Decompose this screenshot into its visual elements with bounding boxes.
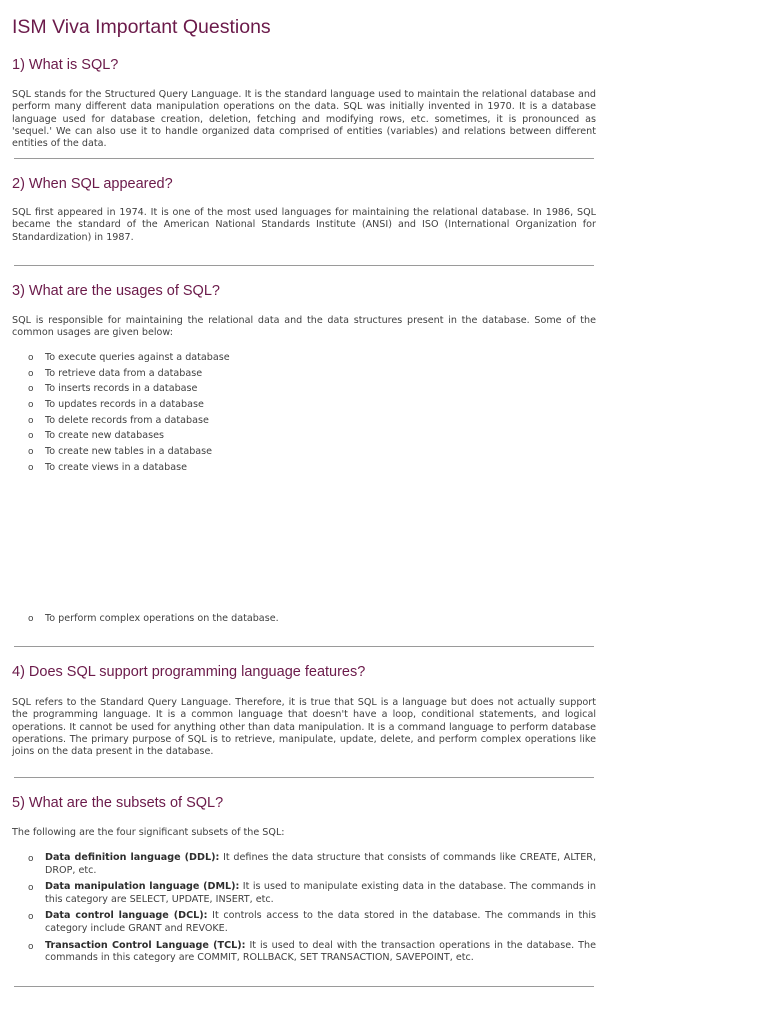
section-divider (14, 986, 594, 987)
list-item (0, 366, 600, 382)
usage-list-continued (0, 611, 600, 627)
list-item (0, 460, 600, 476)
list-item-text: To create new tables in a database (45, 446, 213, 458)
list-item-text: To retrieve data from a database (45, 367, 203, 379)
term-description: It controls access to the data stored in the database. The commands in this category include GRANT and REVOKE. (45, 910, 596, 935)
list-item-text: To execute queries against a database (45, 352, 230, 363)
bullet-icon: o (28, 462, 34, 473)
list-item (0, 852, 596, 878)
list-item-text: To perform complex operations on the database. (45, 613, 279, 624)
question-heading-4: 4) Does SQL support programming language features? (12, 664, 366, 680)
term-label: Data definition language (DDL): (45, 852, 220, 863)
bullet-icon: o (28, 431, 34, 442)
list-item (0, 611, 600, 627)
list-item-text: To inserts records in a database (45, 383, 198, 395)
answer-paragraph-1: SQL stands for the Structured Query Language. It is the standard language used to maintain the relational database and perform many different data manipulation operations on the data. SQL was initially invented in 1970. It is a database language used for database creation, deletion, fetching and modifying rows, etc. sometimes, it is pronounced as 'sequel.' We can also use it to handle organized data comprised of entities (variables) and relations between different entities of the data. (12, 89, 596, 150)
question-heading-5: 5) What are the subsets of SQL? (12, 795, 224, 811)
bullet-icon: o (28, 883, 34, 894)
answer-paragraph-4: SQL refers to the Standard Query Language. Therefore, it is true that SQL is a language but does not actually support the programming language. It is a common language that doesn't have a loop, conditional statements, and logical operations. It cannot be used for anything other than data manipulation. It is a command language to perform database operations. The primary purpose of SQL is to retrieve, manipulate, update, delete, and perform complex operations like joins on the data present in the database. (12, 697, 596, 758)
list-item (0, 910, 596, 936)
answer-paragraph-5: The following are the four significant subsets of the SQL: (12, 827, 285, 838)
term-description: It is used to manipulate existing data in the database. The commands in this category are SELECT, UPDATE, INSERT, etc. (45, 881, 596, 905)
question-heading-2: 2) When SQL appeared? (12, 176, 173, 192)
subsets-list (0, 852, 600, 969)
bullet-icon: o (28, 384, 34, 395)
question-heading-1: 1) What is SQL? (12, 57, 119, 73)
term-description: It defines the data structure that consists of commands like CREATE, ALTER, DROP, etc. (45, 852, 596, 876)
section-divider (14, 646, 594, 647)
answer-paragraph-2: SQL first appeared in 1974. It is one of the most used languages for maintaining the relational database. In 1986, SQL became the standard of the American National Standards Institute (ANSI) and ISO (International Organization for Standardization) in 1987. (12, 207, 596, 243)
list-item-text: To create new databases (45, 430, 165, 442)
bullet-icon: o (28, 400, 34, 411)
list-item-text: To create views in a database (45, 461, 187, 473)
section-divider (14, 777, 594, 778)
bullet-icon: o (28, 854, 34, 864)
list-item (0, 881, 596, 907)
bullet-icon: o (28, 941, 34, 952)
list-item-text: To delete records from a database (45, 414, 209, 426)
bullet-icon: o (28, 415, 34, 426)
list-item (0, 397, 600, 413)
bullet-icon: o (28, 368, 34, 379)
bullet-icon: o (28, 447, 34, 458)
list-item (0, 413, 600, 429)
list-item (0, 350, 600, 366)
list-item (0, 940, 596, 966)
answer-paragraph-3: SQL is responsible for maintaining the relational data and the data structures present in the database. Some of the common usages are given below: (12, 315, 596, 339)
bullet-icon: o (28, 614, 34, 624)
list-item (0, 381, 600, 397)
bullet-icon: o (28, 353, 34, 363)
term-label: Data control language (DCL): (45, 910, 208, 922)
list-item (0, 428, 600, 444)
term-description: It is used to deal with the transaction operations in the database. The commands in this category are COMMIT, ROLLBACK, SET TRANSACTION, SAVEPOINT, etc. (45, 939, 596, 964)
term-label: Transaction Control Language (TCL): (45, 939, 246, 951)
page-title: ISM Viva Important Questions (12, 16, 271, 38)
question-heading-3: 3) What are the usages of SQL? (12, 283, 220, 299)
term-label: Data manipulation language (DML): (45, 881, 240, 893)
section-divider (14, 265, 594, 266)
usage-list (0, 350, 600, 476)
list-item (0, 444, 600, 460)
section-divider (14, 158, 594, 159)
list-item-text: To updates records in a database (45, 399, 204, 411)
bullet-icon: o (28, 912, 34, 923)
